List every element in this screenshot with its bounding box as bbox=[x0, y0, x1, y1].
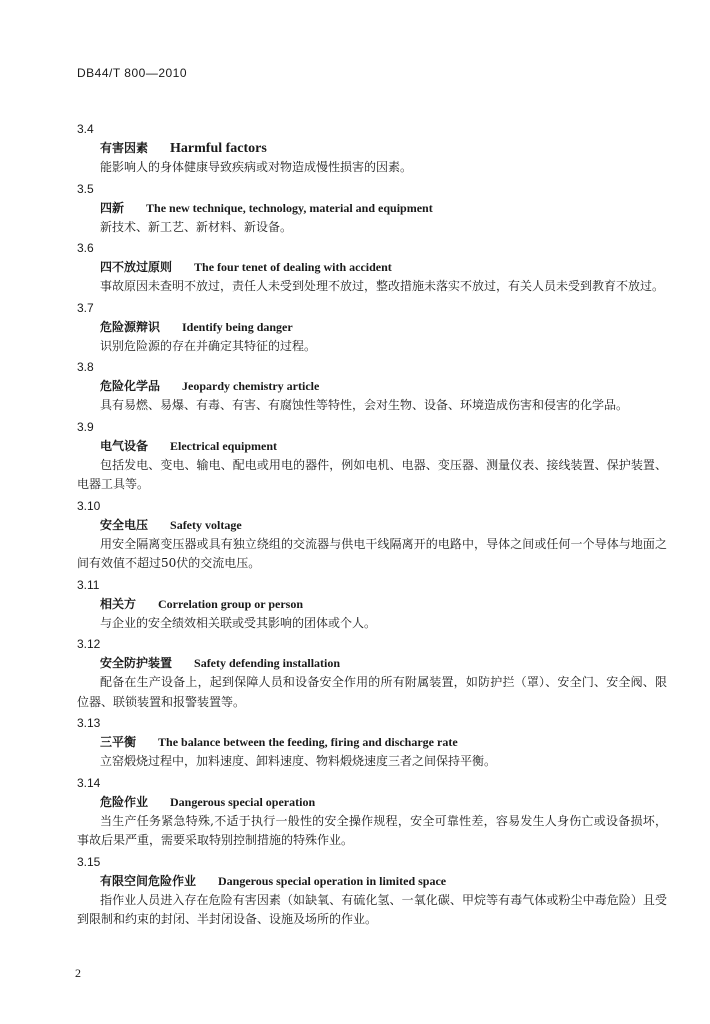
definition-entry bbox=[77, 714, 667, 772]
term-heading bbox=[77, 872, 667, 891]
term-definition: 立窑煅烧过程中，加料速度、卸料速度、物料煅烧速度三者之间保持平衡。 bbox=[100, 754, 497, 768]
term-heading bbox=[77, 733, 667, 752]
term-english: The four tenet of dealing with accident bbox=[194, 260, 392, 274]
term-definition: 指作业人员进入存在危险有害因素（如缺氧、有硫化氢、一氧化碳、甲烷等有毒气体或粉尘中毒危险）且受到限制和约束的封闭、半封闭设备、设施及场所的作业。 bbox=[77, 892, 667, 926]
term-english: The new technique, technology, material and equipment bbox=[146, 200, 433, 215]
term-definition: 包括发电、变电、输电、配电或用电的器件，例如电机、电器、变压器、测量仪表、接线装置、保护装置、电器工具等。 bbox=[77, 457, 667, 491]
definition-entry bbox=[77, 239, 667, 297]
definition-entry bbox=[77, 299, 667, 357]
term-english: Dangerous special operation bbox=[170, 794, 316, 809]
definition-entry bbox=[77, 635, 667, 712]
definition-entry bbox=[77, 358, 667, 416]
clause-number: 3.6 bbox=[77, 241, 94, 255]
term-heading bbox=[77, 793, 667, 812]
definition-entry bbox=[77, 576, 667, 634]
term-english: Safety defending installation bbox=[194, 656, 341, 670]
clause-number: 3.9 bbox=[77, 419, 94, 434]
clause-number: 3.4 bbox=[77, 122, 94, 136]
term-chinese: 三平衡 bbox=[100, 735, 137, 749]
page-number: 2 bbox=[75, 966, 81, 980]
term-chinese: 安全防护装置 bbox=[100, 656, 173, 670]
term-heading bbox=[77, 595, 667, 614]
term-chinese: 有限空间危险作业 bbox=[100, 873, 197, 888]
definition-entry bbox=[77, 853, 667, 930]
term-definition: 具有易燃、易爆、有毒、有害、有腐蚀性等特性，会对生物、设备、环境造成伤害和侵害的化学品。 bbox=[100, 398, 629, 412]
term-english: Electrical equipment bbox=[170, 438, 277, 453]
term-chinese: 危险化学品 bbox=[100, 379, 161, 393]
term-english: Identify being danger bbox=[182, 319, 293, 334]
term-definition: 新技术、新工艺、新材料、新设备。 bbox=[100, 219, 293, 234]
clause-number: 3.14 bbox=[77, 775, 101, 790]
term-chinese: 相关方 bbox=[100, 596, 137, 611]
definition-entry bbox=[77, 497, 667, 574]
term-definition: 用安全隔离变压器或具有独立绕组的交流器与供电干线隔离开的电路中，导体之间或任何一个导体与地面之间有效值不超过50伏的交流电压。 bbox=[77, 536, 667, 570]
term-chinese: 电气设备 bbox=[100, 438, 149, 453]
term-english: Dangerous special operation in limited space bbox=[218, 873, 447, 888]
term-english: Harmful factors bbox=[170, 141, 267, 156]
clause-number: 3.8 bbox=[77, 360, 94, 374]
term-definition: 配备在生产设备上，起到保障人员和设备安全作用的所有附属装置，如防护拦（罩）、安全门、安全阀、限位器、联锁装置和报警装置等。 bbox=[77, 675, 667, 709]
clause-number: 3.13 bbox=[77, 716, 101, 730]
term-heading bbox=[77, 654, 667, 673]
term-definition: 当生产任务紧急特殊,不适于执行一般性的安全操作规程，安全可靠性差，容易发生人身伤亡或设备损坏，事故后果严重，需要采取特别控制措施的特殊作业。 bbox=[77, 813, 667, 847]
clause-number: 3.7 bbox=[77, 300, 94, 315]
term-chinese: 四新 bbox=[100, 200, 125, 215]
term-heading bbox=[77, 318, 667, 337]
definition-entry bbox=[77, 774, 667, 851]
definitions-list bbox=[77, 118, 667, 930]
term-definition: 与企业的安全绩效相关联或受其影响的团体或个人。 bbox=[100, 615, 377, 630]
definition-entry bbox=[77, 418, 667, 495]
term-definition: 能影响人的身体健康导致疾病或对物造成慢性损害的因素。 bbox=[100, 160, 413, 174]
term-english: Correlation group or person bbox=[158, 596, 304, 611]
clause-number: 3.15 bbox=[77, 854, 101, 869]
term-chinese: 安全电压 bbox=[100, 517, 149, 532]
definition-entry bbox=[77, 120, 667, 178]
term-heading bbox=[77, 516, 667, 535]
term-english: Safety voltage bbox=[170, 517, 242, 532]
term-heading bbox=[77, 139, 667, 158]
term-chinese: 危险作业 bbox=[100, 794, 149, 809]
term-definition: 识别危险源的存在并确定其特征的过程。 bbox=[100, 338, 317, 353]
clause-number: 3.5 bbox=[77, 181, 94, 196]
clause-number: 3.12 bbox=[77, 637, 101, 651]
term-english: The balance between the feeding, firing and discharge rate bbox=[158, 735, 458, 749]
term-heading bbox=[77, 258, 667, 277]
term-heading bbox=[77, 377, 667, 396]
definition-entry bbox=[77, 180, 667, 238]
clause-number: 3.10 bbox=[77, 498, 101, 513]
term-heading bbox=[77, 199, 667, 218]
term-english: Jeopardy chemistry article bbox=[182, 379, 320, 393]
term-definition: 事故原因未查明不放过，责任人未受到处理不放过，整改措施未落实不放过，有关人员未受到教育不放过。 bbox=[100, 279, 665, 293]
term-chinese: 四不放过原则 bbox=[100, 260, 173, 274]
clause-number: 3.11 bbox=[77, 577, 100, 592]
term-chinese: 危险源辩识 bbox=[100, 319, 161, 334]
standard-code: DB44/T 800—2010 bbox=[77, 66, 188, 80]
term-heading bbox=[77, 437, 667, 456]
term-chinese: 有害因素 bbox=[100, 141, 149, 155]
